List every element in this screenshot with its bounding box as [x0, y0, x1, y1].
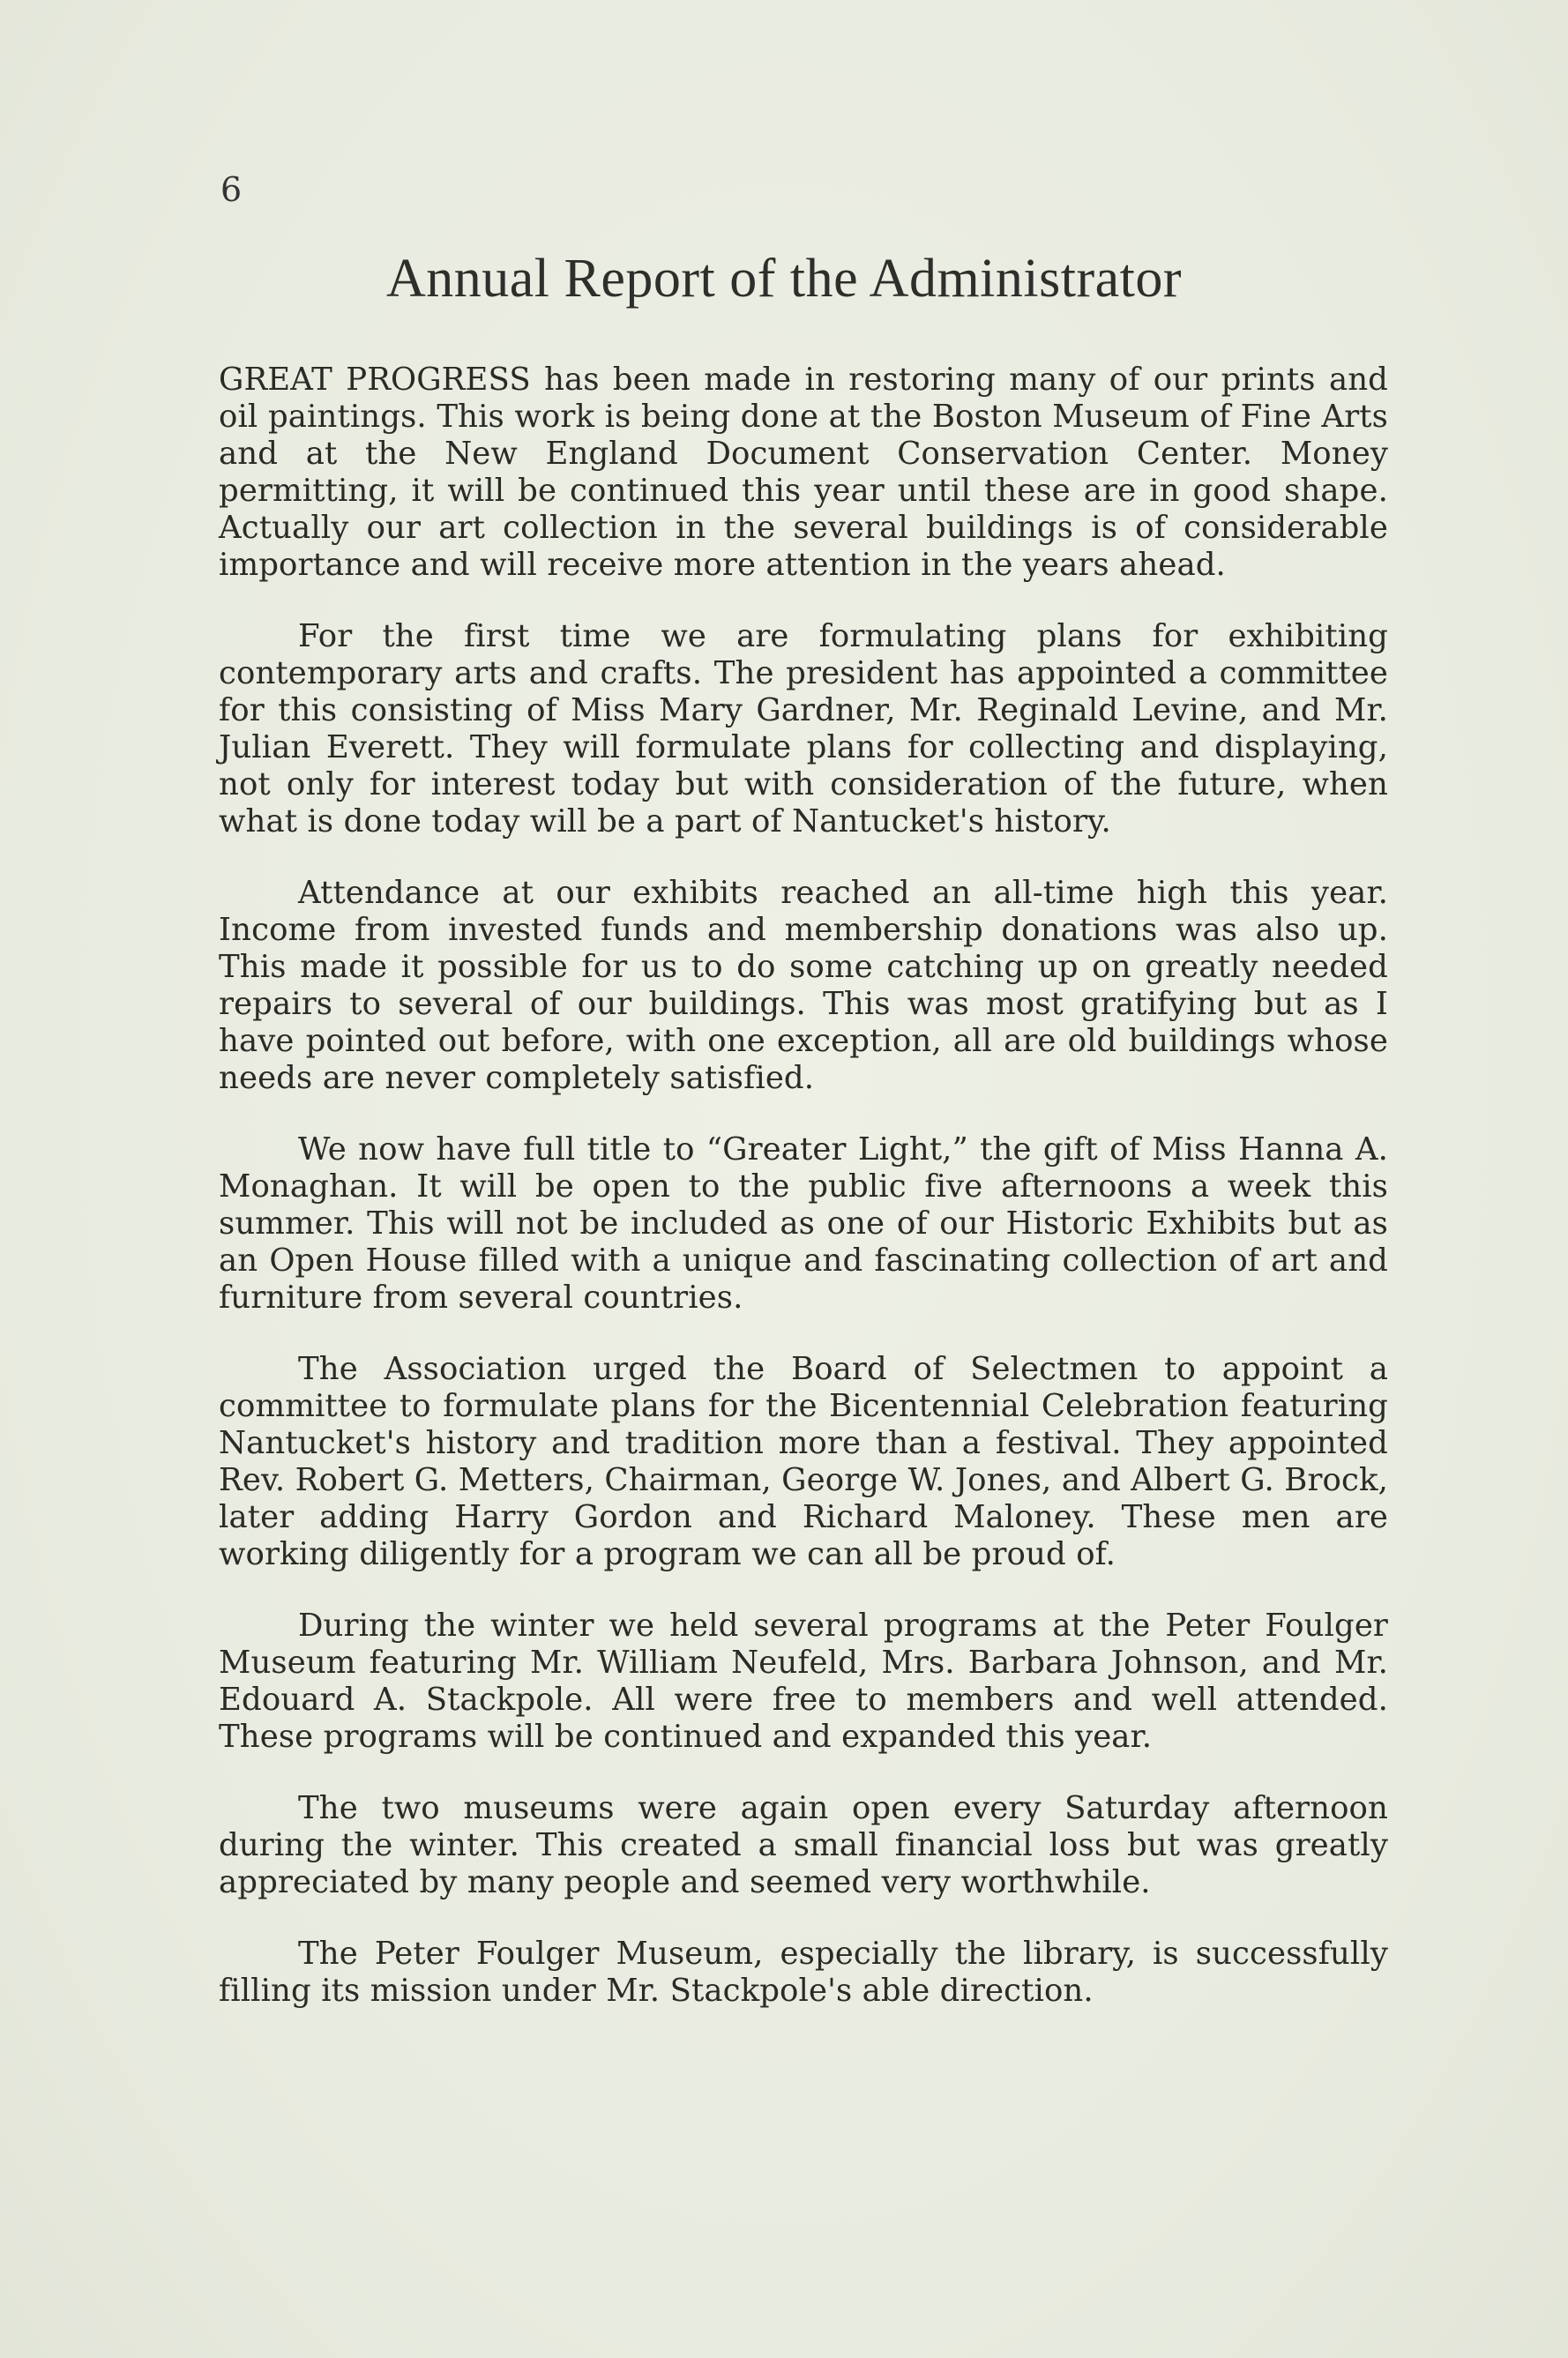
- report-body: [219, 362, 1388, 2044]
- paragraph-peter-foulger-museum: The Peter Foulger Museum, especially the library, is successfully filling its mission under Mr. Stackpole's able direction.: [219, 1936, 1388, 2009]
- paragraph-saturday-openings: The two museums were again open every Saturday afternoon during the winter. This created a small financial loss but was greatly appreciated by many people and seemed very worthwhile.: [219, 1790, 1388, 1900]
- paragraph-attendance: Attendance at our exhibits reached an all-time high this year. Income from invested funds and membership donations was also up. This made it possible for us to do some catching up on greatly needed repairs to several of our buildings. This was most gratifying but as I have pointed out before, with one exception, all are old buildings whose needs are never completely satisfied.: [219, 875, 1388, 1096]
- paragraph-bicentennial: The Association urged the Board of Selectmen to appoint a committee to formulate plans for the Bicentennial Celebration featuring Nantucket's history and tradition more than a festival. They appointed Rev. Robert G. Metters, Chairman, George W. Jones, and Albert G. Brock, later adding Harry Gordon and Richard Maloney. These men are working diligently for a program we can all be proud of.: [219, 1351, 1388, 1572]
- page-title: Annual Report of the Administrator: [385, 249, 1183, 309]
- paragraph-greater-light: We now have full title to “Greater Light,” the gift of Miss Hanna A. Monaghan. It will be open to the public five afternoons a week this summer. This will not be included as one of our Historic Exhibits but as an Open House filled with a unique and fascinating collection of art and furniture from several countries.: [219, 1131, 1388, 1316]
- paragraph-restoration: GREAT PROGRESS has been made in restoring many of our prints and oil paintings. This work is being done at the Boston Museum of Fine Arts and at the New England Document Conservation Center. Money permitting, it will be continued this year until these are in good shape. Actually our art collection in the several buildings is of considerable importance and will receive more attention in the years ahead.: [219, 362, 1388, 583]
- paragraph-winter-programs: During the winter we held several programs at the Peter Foulger Museum featuring Mr. William Neufeld, Mrs. Barbara Johnson, and Mr. Edouard A. Stackpole. All were free to members and well attended. These programs will be continued and expanded this year.: [219, 1608, 1388, 1755]
- paragraph-contemporary-arts: For the first time we are formulating plans for exhibiting contemporary arts and crafts. The president has appointed a committee for this consisting of Miss Mary Gardner, Mr. Reginald Levine, and Mr. Julian Everett. They will formulate plans for collecting and displaying, not only for interest today but with consideration of the future, when what is done today will be a part of Nantucket's history.: [219, 618, 1388, 839]
- page-number: 6: [220, 170, 243, 209]
